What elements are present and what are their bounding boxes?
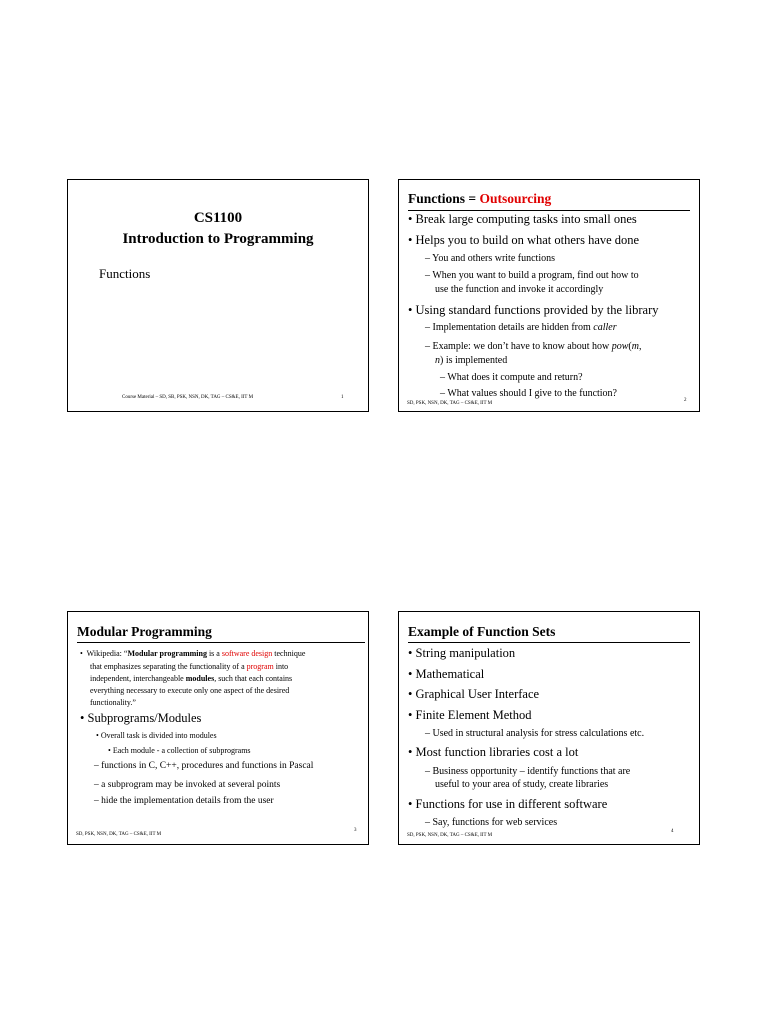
slide-2-bullet-3-2-line1: – Example: we don’t have to know about how pow(m, <box>425 341 642 352</box>
slide-3-bullet-2-3: – a subprogram may be invoked at several points <box>94 780 281 790</box>
slide-2-bullet-2-2-line2: use the function and invoke it accordingly <box>435 284 604 295</box>
bullet-dot-icon: • <box>408 233 413 247</box>
slide-3-bullet-2-1: • Overall task is divided into modules <box>96 731 217 740</box>
slide-3-title: Modular Programming <box>77 624 212 639</box>
slide-4-bullet-6: • Functions for use in different software <box>408 797 608 811</box>
slide-4-bullet-3: • Graphical User Interface <box>408 687 540 701</box>
slide-3-bullet-2-2: – functions in C, C++, procedures and functions in Pascal <box>94 761 314 771</box>
bullet-dot-icon: • <box>96 731 99 740</box>
slide-2-page-number: 2 <box>684 398 687 403</box>
slide-3-bullet-2-4: – hide the implementation details from the user <box>94 796 274 806</box>
slide-4-footer: SD, PSK, NSN, DK, TAG – CS&E, IIT M <box>407 833 493 838</box>
slide-1-title-line1: CS1100 <box>193 210 243 226</box>
slide-2-bullet-2: • Helps you to build on what others have done <box>408 233 640 247</box>
slide-2-bullet-2-1: – You and others write functions <box>425 253 555 264</box>
slide-1-subtitle: Functions <box>99 266 151 281</box>
slide-4-bullet-4: • Finite Element Method <box>408 708 532 722</box>
slide-2-footer: SD, PSK, NSN, DK, TAG – CS&E, IIT M <box>407 401 493 406</box>
slide-3-title-rule <box>77 642 365 643</box>
slide-4-bullet-5: • Most function libraries cost a lot <box>408 745 579 759</box>
bullet-dot-icon: • <box>408 646 413 660</box>
slide-2 <box>398 179 700 412</box>
bullet-dot-icon: • <box>80 649 83 658</box>
slide-4-bullet-2: • Mathematical <box>408 667 485 681</box>
slide-1 <box>67 179 369 412</box>
bullet-dot-icon: • <box>408 687 413 701</box>
bullet-dot-icon: • <box>408 708 413 722</box>
bullet-dot-icon: • <box>108 746 111 755</box>
slide-2-bullet-3-2-line2: n) is implemented <box>435 355 508 366</box>
slide-3-wiki-line5: functionality.” <box>90 698 136 707</box>
slide-2-bullet-3-2-2: – What values should I give to the function? <box>440 388 617 399</box>
bullet-dot-icon: • <box>408 797 413 811</box>
bullet-dot-icon: • <box>408 212 413 226</box>
slide-4-bullet-4-1: – Used in structural analysis for stress calculations etc. <box>425 728 645 739</box>
slide-3-bullet-2-1-1: • Each module - a collection of subprograms <box>108 746 251 755</box>
bullet-dot-icon: • <box>408 745 413 759</box>
slide-2-bullet-3-1: – Implementation details are hidden from caller <box>425 322 617 333</box>
slide-2-title-highlight: Outsourcing <box>479 191 552 206</box>
slide-1-page-number: 1 <box>341 395 344 400</box>
slide-2-bullet-3: • Using standard functions provided by the library <box>408 303 659 317</box>
slide-1-footer: Course Material – SD, SB, PSK, NSN, DK, TAG – CS&E, IIT M <box>122 395 254 400</box>
slide-1-title-line2: Introduction to Programming <box>122 231 314 247</box>
slide-2-title-rule <box>408 210 690 211</box>
slide-3-wiki-line4: everything necessary to execute only one aspect of the desired <box>90 686 290 695</box>
slide-2-bullet-1: • Break large computing tasks into small ones <box>408 212 637 226</box>
slide-4-bullet-1: • String manipulation <box>408 646 516 660</box>
slide-3-wiki-line3: independent, interchangeable modules, such that each contains <box>90 674 293 683</box>
slide-3-bullet-2: • Subprograms/Modules <box>80 711 202 725</box>
slide-4-bullet-6-1: – Say, functions for web services <box>425 817 558 828</box>
slide-3-page-number: 3 <box>354 828 357 833</box>
slide-4-bullet-5-1-line1: – Business opportunity – identify functions that are <box>425 766 631 777</box>
bullet-dot-icon: • <box>408 667 413 681</box>
bullet-dot-icon: • <box>80 711 85 725</box>
slide-3-footer: SD, PSK, NSN, DK, TAG – CS&E, IIT M <box>76 832 162 837</box>
slide-4-page-number: 4 <box>671 829 674 834</box>
slide-2-bullet-2-2-line1: – When you want to build a program, find out how to <box>425 270 639 281</box>
slide-3 <box>67 611 369 845</box>
slide-2-title-prefix: Functions = <box>408 191 480 206</box>
slide-2-title <box>408 191 551 207</box>
slide-2-bullet-3-2-1: – What does it compute and return? <box>440 372 583 383</box>
bullet-dot-icon: • <box>408 303 413 317</box>
slide-4-title-rule <box>408 642 690 643</box>
slide-3-wiki-line2: that emphasizes separating the functionality of a program into <box>90 662 289 671</box>
slide-3-wiki-line1: • Wikipedia: “Modular programming is a software design technique <box>80 649 306 658</box>
slide-4-bullet-5-1-line2: useful to your area of study, create libraries <box>435 779 609 790</box>
slide-4 <box>398 611 700 845</box>
slide-4-title: Example of Function Sets <box>408 624 556 639</box>
